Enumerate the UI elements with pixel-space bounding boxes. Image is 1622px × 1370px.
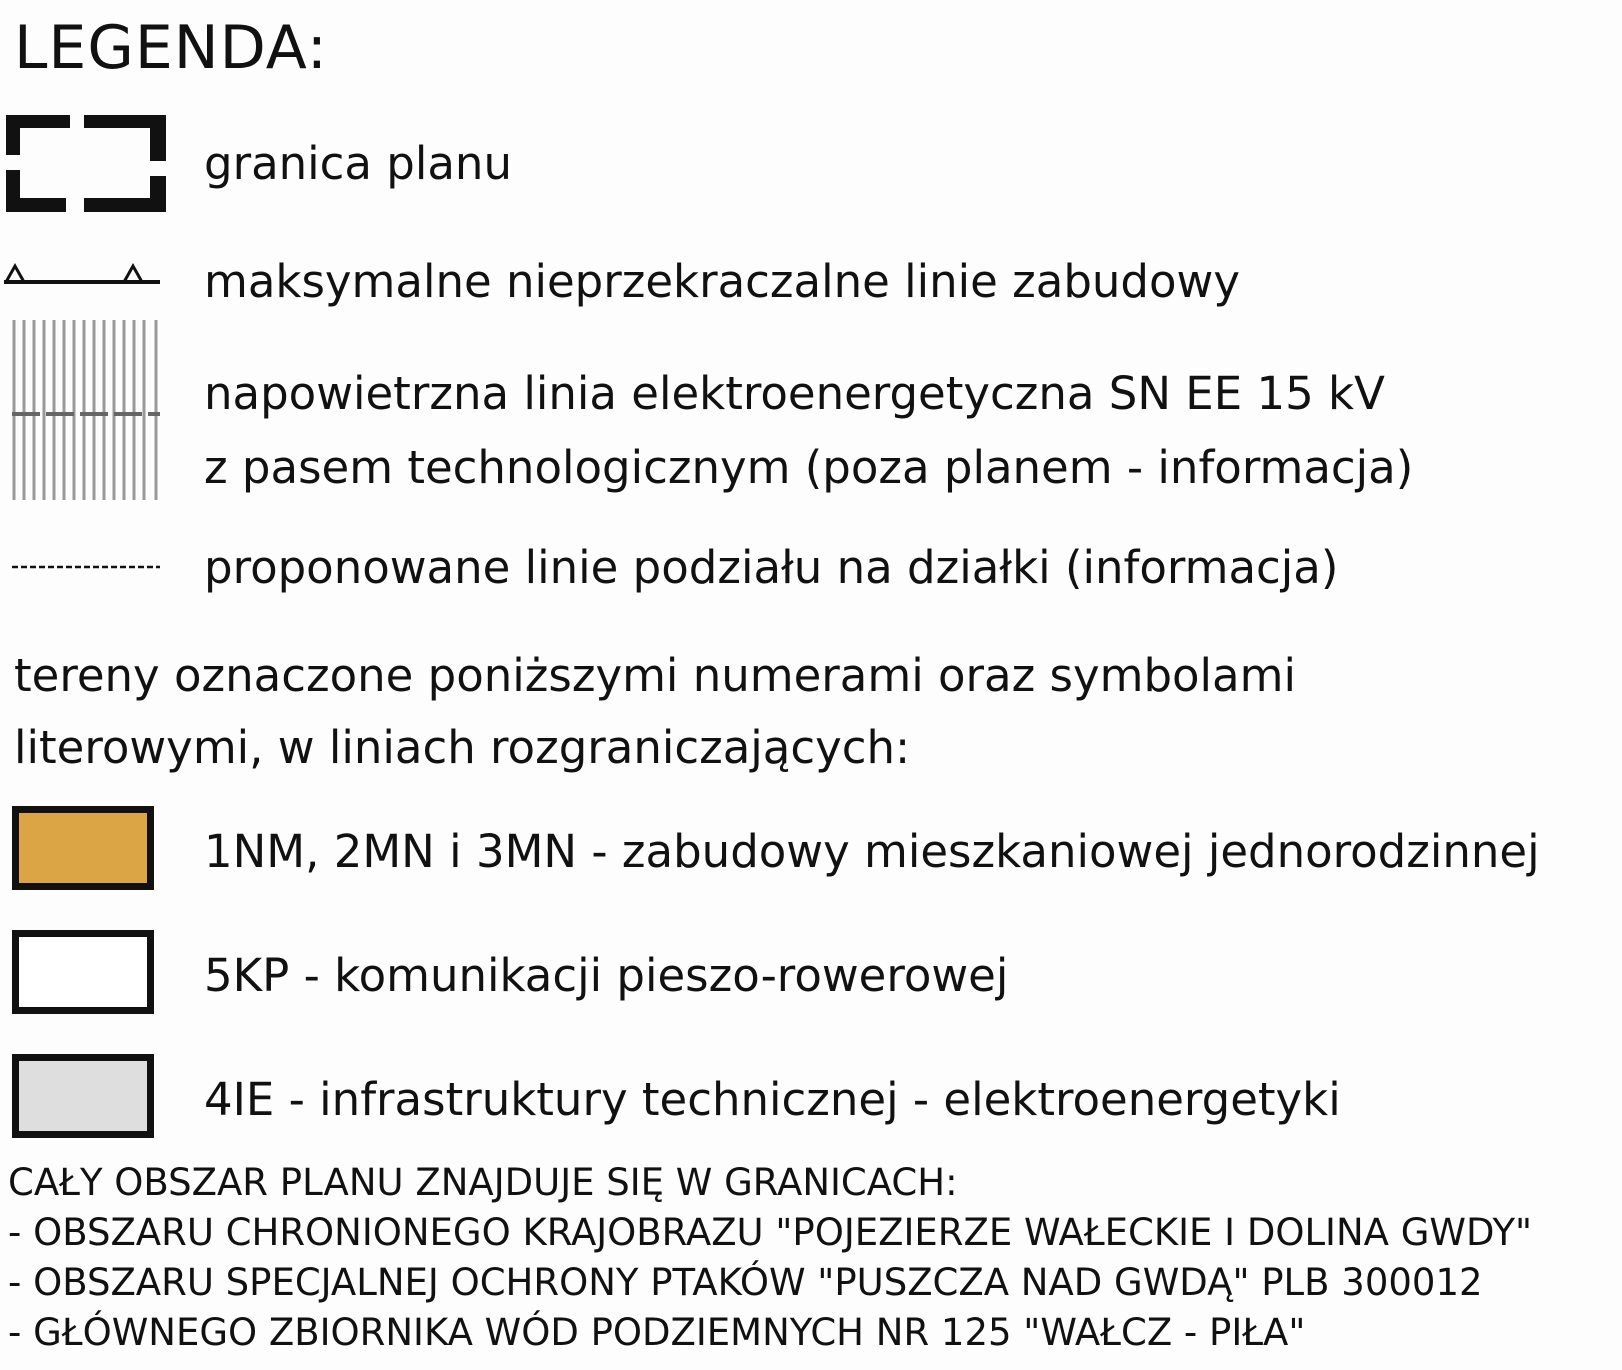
- power-line-icon: [0, 318, 170, 502]
- building-line-icon: [0, 262, 170, 292]
- division-line-icon: [0, 560, 170, 574]
- legend-label-plan-boundary: granica planu: [204, 137, 512, 190]
- legend-label-division-line: proponowane linie podziału na działki (informacja): [204, 541, 1339, 594]
- note-bird-protection: - OBSZARU SPECJALNEJ OCHRONY PTAKÓW "PUSZCZA NAD GWDĄ" PLB 300012: [8, 1261, 1483, 1304]
- pedestrian-cycle-swatch: [12, 930, 154, 1014]
- plan-boundary-icon: [0, 112, 170, 216]
- legend-label-residential: 1NM, 2MN i 3MN - zabudowy mieszkaniowej jednorodzinnej: [204, 825, 1540, 878]
- areas-intro-line2: literowymi, w liniach rozgraniczających:: [14, 721, 911, 774]
- legend-label-infrastructure: 4IE - infrastruktury technicznej - elektroenergetyki: [204, 1073, 1341, 1126]
- legend-title: LEGENDA:: [14, 13, 328, 83]
- legend-label-pedestrian-cycle: 5KP - komunikacji pieszo-rowerowej: [204, 949, 1009, 1002]
- note-groundwater-reservoir: - GŁÓWNEGO ZBIORNIKA WÓD PODZIEMNYCH NR 125 "WAŁCZ - PIŁA": [8, 1311, 1306, 1354]
- infrastructure-swatch: [12, 1054, 154, 1138]
- legend-label-power-line: napowietrzna linia elektroenergetyczna SN EE 15 kV: [204, 367, 1385, 420]
- residential-swatch: [12, 806, 154, 890]
- areas-intro-line1: tereny oznaczone poniższymi numerami oraz symbolami: [14, 649, 1296, 702]
- legend-label-power-line-strip: z pasem technologicznym (poza planem - informacja): [204, 441, 1414, 494]
- note-protected-landscape: - OBSZARU CHRONIONEGO KRAJOBRAZU "POJEZIERZE WAŁECKIE I DOLINA GWDY": [8, 1211, 1533, 1254]
- note-heading: CAŁY OBSZAR PLANU ZNAJDUJE SIĘ W GRANICACH:: [8, 1161, 958, 1204]
- legend-label-building-line: maksymalne nieprzekraczalne linie zabudowy: [204, 255, 1240, 308]
